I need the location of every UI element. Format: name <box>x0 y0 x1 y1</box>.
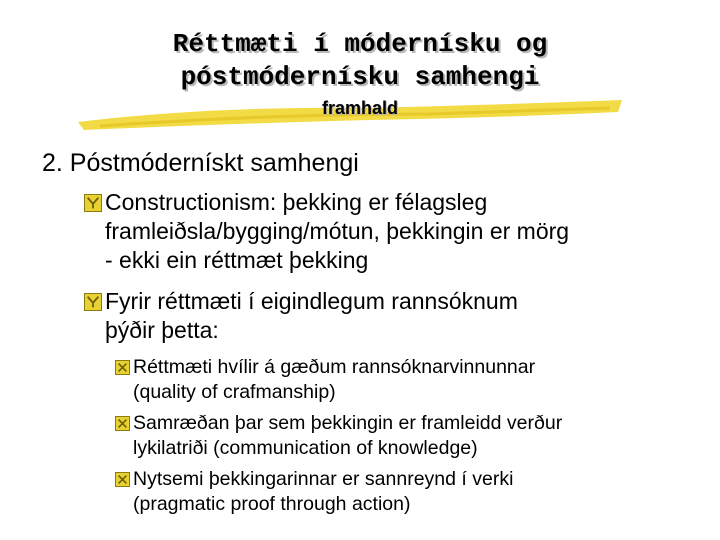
sub-bullet-item <box>115 467 513 516</box>
sub-bullet-item <box>115 355 535 404</box>
slide-title <box>0 28 720 94</box>
bullet-line: þýðir þetta: <box>105 317 219 343</box>
sub-bullet-line: (quality of crafmanship) <box>133 380 336 403</box>
slide-subtitle: framhald <box>321 98 399 118</box>
title-line-2: póstmódernísku samhengi <box>180 62 540 92</box>
sub-bullet-line: Samræðan þar sem þekkingin er framleidd verður <box>133 412 563 434</box>
bullet-line: Constructionism: þekking er félagsleg <box>105 189 488 215</box>
bullet-line: framleiðsla/bygging/mótun, þekkingin er mörg <box>105 218 570 244</box>
bullet-line: - ekki ein réttmæt þekking <box>105 247 369 273</box>
sub-bullet-line: lykilatriði (communication of knowledge) <box>133 436 478 459</box>
y-bullet-icon <box>84 194 102 212</box>
y-bullet-icon <box>84 293 102 311</box>
bullet-item <box>84 188 569 275</box>
x-bullet-icon <box>115 416 130 431</box>
bullet-item <box>84 287 518 345</box>
sub-bullet-line: Réttmæti hvílir á gæðum rannsóknarvinnunnar <box>133 356 536 378</box>
sub-bullet-item <box>115 411 562 460</box>
sub-bullet-line: Nytsemi þekkingarinnar er sannreynd í verki <box>133 468 514 490</box>
section-heading: 2. Póstmódernískt samhengi <box>42 149 359 177</box>
x-bullet-icon <box>115 360 130 375</box>
sub-bullet-line: (pragmatic proof through action) <box>133 492 411 515</box>
bullet-line: Fyrir réttmæti í eigindlegum rannsóknum <box>105 288 518 314</box>
title-line-1: Réttmæti í módernísku og <box>172 29 548 59</box>
x-bullet-icon <box>115 472 130 487</box>
